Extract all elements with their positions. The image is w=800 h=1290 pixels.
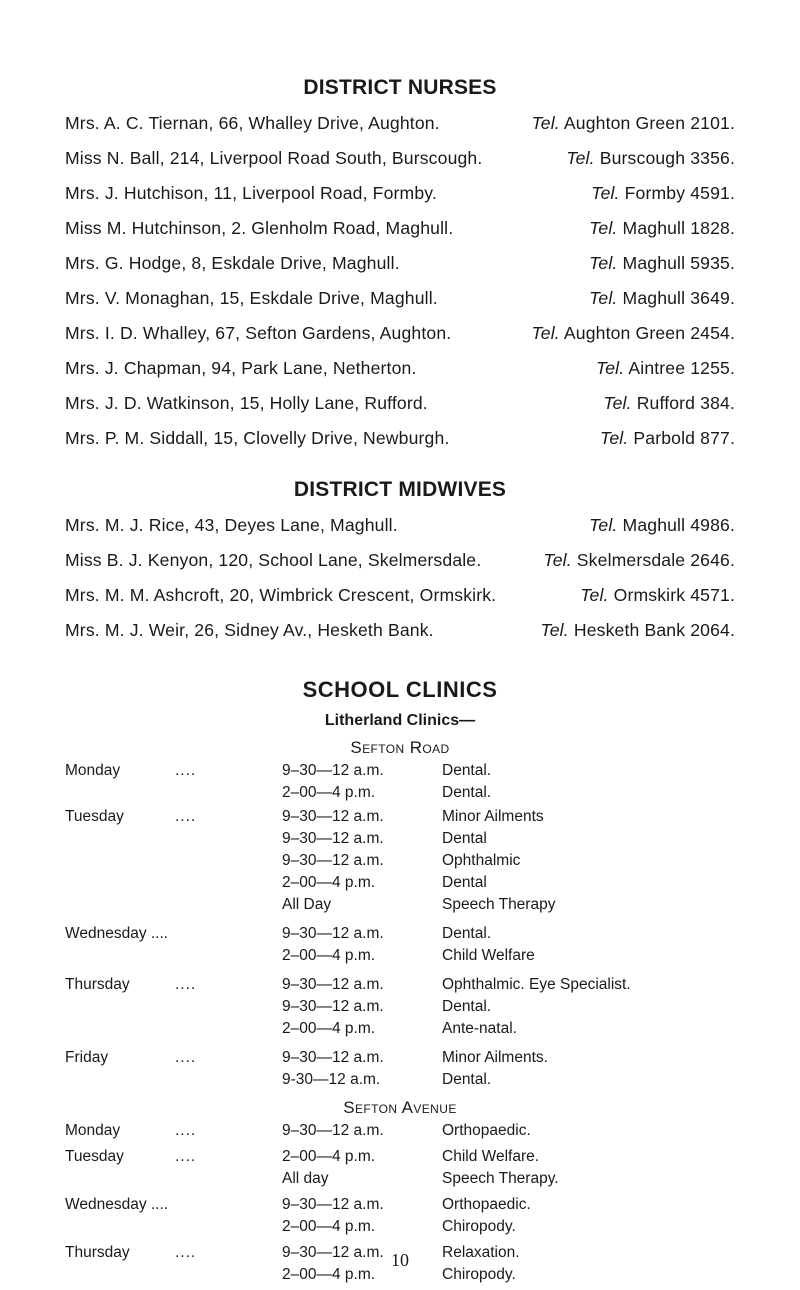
nurse-entry bbox=[65, 358, 735, 379]
clinic-row bbox=[0, 1020, 800, 1040]
tel-label: Tel. bbox=[589, 253, 618, 273]
clinic-day: Wednesday .... bbox=[65, 925, 169, 942]
clinic-time: All day bbox=[282, 1170, 329, 1187]
midwife-tel: Ormskirk 4571. bbox=[613, 585, 735, 605]
sefton-road-label: Sefton Road bbox=[350, 738, 450, 757]
litherland-clinics-subheading: Litherland Clinics— bbox=[324, 712, 476, 729]
nurse-tel: Aughton Green 2101. bbox=[563, 113, 735, 133]
nurse-tel: Formby 4591. bbox=[624, 183, 735, 203]
clinic-time: 9–30—12 a.m. bbox=[282, 1049, 384, 1066]
clinic-row bbox=[0, 784, 800, 804]
midwife-entry bbox=[65, 620, 735, 641]
nurse-name: Mrs. I. D. Whalley, 67, Sefton Gardens, Aughton. bbox=[65, 323, 452, 343]
nurse-tel: Burscough 3356. bbox=[599, 148, 735, 168]
clinic-row bbox=[0, 1218, 800, 1238]
clinic-service: Ophthalmic. Eye Specialist. bbox=[442, 976, 631, 993]
tel-label: Tel. bbox=[591, 183, 620, 203]
midwife-entry bbox=[65, 585, 735, 606]
clinic-time: 9–30—12 a.m. bbox=[282, 808, 384, 825]
tel-label: Tel. bbox=[595, 358, 625, 378]
sefton-avenue-label: Sefton Avenue bbox=[343, 1098, 457, 1117]
school-clinics-heading: SCHOOL CLINICS bbox=[302, 677, 498, 702]
clinic-row bbox=[0, 874, 800, 894]
clinic-row bbox=[0, 762, 800, 782]
midwife-tel: Maghull 4986. bbox=[622, 515, 735, 535]
clinic-service: Minor Ailments bbox=[442, 808, 544, 825]
midwife-name: Miss B. J. Kenyon, 120, School Lane, Skelmersdale. bbox=[65, 550, 482, 570]
clinic-service: Dental bbox=[442, 874, 487, 891]
clinic-dots: .... bbox=[175, 1049, 197, 1066]
clinic-row bbox=[0, 1122, 800, 1142]
clinic-service: Minor Ailments. bbox=[442, 1049, 548, 1066]
clinic-time: 2–00—4 p.m. bbox=[282, 874, 376, 891]
tel-label: Tel. bbox=[531, 323, 560, 343]
clinic-day: Tuesday bbox=[65, 1148, 124, 1165]
clinic-service: Speech Therapy. bbox=[442, 1170, 559, 1187]
nurse-name: Mrs. P. M. Siddall, 15, Clovelly Drive, Newburgh. bbox=[65, 428, 450, 448]
tel-label: Tel. bbox=[540, 620, 569, 640]
midwife-tel: Hesketh Bank 2064. bbox=[573, 620, 735, 640]
midwife-entry bbox=[65, 550, 735, 571]
clinic-row bbox=[0, 1196, 800, 1216]
nurse-tel: Rufford 384. bbox=[636, 393, 735, 413]
clinic-row bbox=[0, 830, 800, 850]
clinic-row bbox=[0, 976, 800, 996]
midwife-name: Mrs. M. M. Ashcroft, 20, Wimbrick Crescent, Ormskirk. bbox=[65, 585, 497, 605]
clinic-row bbox=[0, 998, 800, 1018]
clinic-time: 9-30—12 a.m. bbox=[282, 1071, 381, 1088]
clinic-dots: .... bbox=[175, 1244, 197, 1261]
clinic-service: Orthopaedic. bbox=[442, 1196, 531, 1213]
midwife-tel: Skelmersdale 2646. bbox=[576, 550, 735, 570]
clinic-service: Dental. bbox=[442, 762, 492, 779]
clinic-dots: .... bbox=[175, 808, 197, 825]
clinic-time: 9–30—12 a.m. bbox=[282, 925, 384, 942]
clinic-time: 2–00—4 p.m. bbox=[282, 1148, 376, 1165]
clinic-service: Ophthalmic bbox=[442, 852, 521, 869]
district-midwives-heading: DISTRICT MIDWIVES bbox=[293, 478, 507, 501]
clinic-service: Chiropody. bbox=[442, 1218, 516, 1235]
clinic-day: Wednesday .... bbox=[65, 1196, 169, 1213]
clinic-time: 2–00—4 p.m. bbox=[282, 1218, 376, 1235]
tel-label: Tel. bbox=[589, 515, 618, 535]
clinic-row bbox=[0, 1170, 800, 1190]
nurse-tel: Maghull 1828. bbox=[622, 218, 735, 238]
clinic-service: Speech Therapy bbox=[442, 896, 556, 913]
midwife-name: Mrs. M. J. Rice, 43, Deyes Lane, Maghull. bbox=[65, 515, 398, 535]
midwife-entry bbox=[65, 515, 735, 536]
clinic-time: 9–30—12 a.m. bbox=[282, 830, 384, 847]
clinic-row bbox=[0, 852, 800, 872]
nurse-entry bbox=[65, 393, 735, 414]
nurse-entry bbox=[65, 253, 735, 274]
clinic-day: Monday bbox=[65, 1122, 121, 1139]
nurse-tel: Maghull 5935. bbox=[622, 253, 735, 273]
nurse-entry bbox=[65, 323, 735, 344]
nurse-name: Mrs. J. Chapman, 94, Park Lane, Netherton. bbox=[65, 358, 417, 378]
nurse-name: Mrs. J. Hutchison, 11, Liverpool Road, Formby. bbox=[65, 183, 437, 203]
clinic-row bbox=[0, 1049, 800, 1069]
clinic-time: 2–00—4 p.m. bbox=[282, 947, 376, 964]
clinic-time: 2–00—4 p.m. bbox=[282, 784, 376, 801]
clinic-service: Ante-natal. bbox=[442, 1020, 517, 1037]
clinic-time: 2–00—4 p.m. bbox=[282, 1266, 376, 1283]
clinic-row bbox=[0, 947, 800, 967]
nurse-name: Mrs. J. D. Watkinson, 15, Holly Lane, Rufford. bbox=[65, 393, 428, 413]
clinic-time: 9–30—12 a.m. bbox=[282, 998, 384, 1015]
clinic-row bbox=[0, 808, 800, 828]
clinic-time: 9–30—12 a.m. bbox=[282, 762, 384, 779]
clinic-dots: .... bbox=[175, 762, 197, 779]
clinic-row bbox=[0, 896, 800, 916]
clinic-service: Dental. bbox=[442, 1071, 492, 1088]
nurse-name: Miss N. Ball, 214, Liverpool Road South, Burscough. bbox=[65, 148, 483, 168]
clinic-dots: .... bbox=[175, 1148, 197, 1165]
clinic-day: Thursday bbox=[65, 976, 130, 993]
tel-label: Tel. bbox=[566, 148, 595, 168]
clinic-time: 9–30—12 a.m. bbox=[282, 852, 384, 869]
clinic-dots: .... bbox=[175, 976, 197, 993]
nurse-tel: Aintree 1255. bbox=[628, 358, 735, 378]
nurse-entry bbox=[65, 113, 735, 134]
nurse-name: Miss M. Hutchinson, 2. Glenholm Road, Maghull. bbox=[65, 218, 454, 238]
nurse-tel: Maghull 3649. bbox=[622, 288, 735, 308]
nurse-tel: Parbold 877. bbox=[633, 428, 735, 448]
nurse-name: Mrs. V. Monaghan, 15, Eskdale Drive, Maghull. bbox=[65, 288, 438, 308]
clinic-day: Thursday bbox=[65, 1244, 130, 1261]
clinic-service: Dental bbox=[442, 830, 487, 847]
tel-label: Tel. bbox=[589, 218, 618, 238]
nurse-entry bbox=[65, 148, 735, 169]
nurse-name: Mrs. G. Hodge, 8, Eskdale Drive, Maghull. bbox=[65, 253, 400, 273]
nurse-name: Mrs. A. C. Tiernan, 66, Whalley Drive, Aughton. bbox=[65, 113, 440, 133]
nurse-entry bbox=[65, 428, 735, 449]
clinic-row bbox=[0, 925, 800, 945]
nurse-tel: Aughton Green 2454. bbox=[563, 323, 735, 343]
clinic-service: Orthopaedic. bbox=[442, 1122, 531, 1139]
nurse-entry bbox=[65, 183, 735, 204]
tel-label: Tel. bbox=[531, 113, 560, 133]
tel-label: Tel. bbox=[600, 428, 629, 448]
tel-label: Tel. bbox=[580, 585, 609, 605]
nurse-entry bbox=[65, 218, 735, 239]
clinic-time: 2–00—4 p.m. bbox=[282, 1020, 376, 1037]
clinic-day: Friday bbox=[65, 1049, 109, 1066]
clinic-day: Monday bbox=[65, 762, 121, 779]
clinic-service: Relaxation. bbox=[442, 1244, 520, 1261]
clinic-time: 9–30—12 a.m. bbox=[282, 1244, 384, 1261]
clinic-time: 9–30—12 a.m. bbox=[282, 1122, 384, 1139]
clinic-service: Dental. bbox=[442, 998, 492, 1015]
clinic-service: Dental. bbox=[442, 925, 492, 942]
clinic-service: Dental. bbox=[442, 784, 492, 801]
tel-label: Tel. bbox=[543, 550, 572, 570]
clinic-time: All Day bbox=[282, 896, 332, 913]
clinic-row bbox=[0, 1071, 800, 1091]
page-number: 10 bbox=[391, 1250, 409, 1270]
clinic-service: Child Welfare. bbox=[442, 1148, 540, 1165]
clinic-day: Tuesday bbox=[65, 808, 124, 825]
district-nurses-heading: DISTRICT NURSES bbox=[303, 76, 497, 99]
tel-label: Tel. bbox=[603, 393, 632, 413]
clinic-row bbox=[0, 1148, 800, 1168]
midwife-name: Mrs. M. J. Weir, 26, Sidney Av., Hesketh Bank. bbox=[65, 620, 434, 640]
clinic-time: 9–30—12 a.m. bbox=[282, 1196, 384, 1213]
clinic-service: Chiropody. bbox=[442, 1266, 516, 1283]
clinic-service: Child Welfare bbox=[442, 947, 535, 964]
clinic-dots: .... bbox=[175, 1122, 197, 1139]
tel-label: Tel. bbox=[589, 288, 618, 308]
nurse-entry bbox=[65, 288, 735, 309]
clinic-time: 9–30—12 a.m. bbox=[282, 976, 384, 993]
